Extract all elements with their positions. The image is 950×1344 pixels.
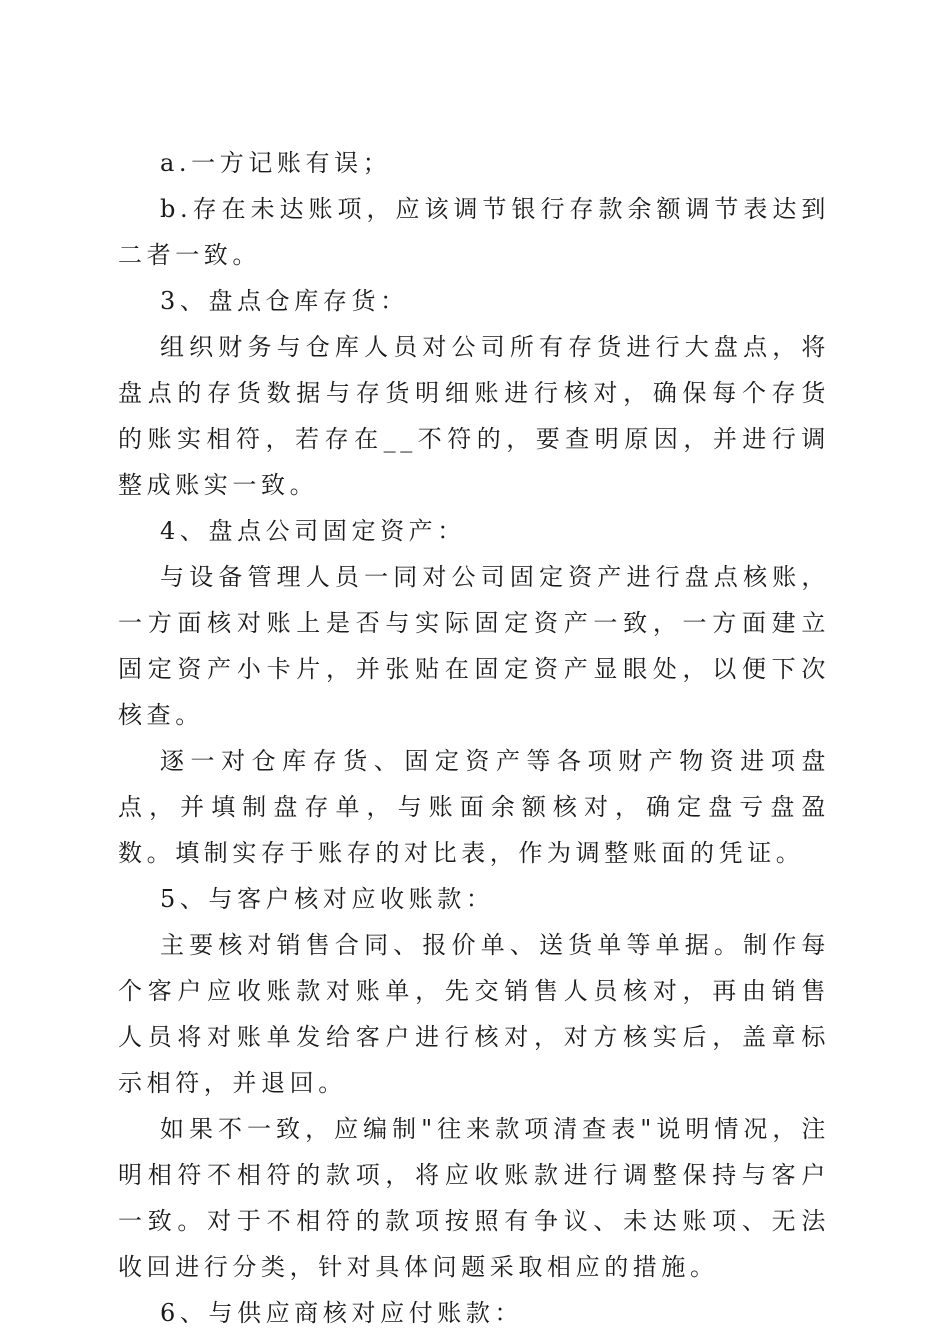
section-heading-6: 6、与供应商核对应付账款： bbox=[160, 1299, 524, 1327]
document-body bbox=[118, 140, 830, 1336]
paragraph-fixed-assets: 与设备管理人员一同对公司固定资产进行盘点核账，一方面核对账上是否与实际固定资产一致，一方面建立固定资产小卡片，并张贴在固定资产显眼处，以便下次核查。 bbox=[118, 563, 830, 729]
paragraph-stocktake: 逐一对仓库存货、固定资产等各项财产物资进项盘点，并填制盘存单，与账面余额核对，确定盘亏盘盈数。填制实存于账存的对比表，作为调整账面的凭证。 bbox=[118, 747, 830, 867]
paragraph-receivables: 主要核对销售合同、报价单、送货单等单据。制作每个客户应收账款对账单，先交销售人员核对，再由销售人员将对账单发给客户进行核对，对方核实后，盖章标示相符，并退回。 bbox=[118, 931, 830, 1097]
paragraph-inventory: 组织财务与仓库人员对公司所有存货进行大盘点，将盘点的存货数据与存货明细账进行核对，确保每个存货的账实相符，若存在__不符的，要查明原因，并进行调整成账实一致。 bbox=[118, 333, 830, 499]
paragraph-discrepancy: 如果不一致，应编制"往来款项清查表"说明情况，注明相符不相符的款项，将应收账款进行调整保持与客户一致。对于不相符的款项按照有争议、未达账项、无法收回进行分类，针对具体问题采取相应的措施。 bbox=[118, 1115, 830, 1281]
paragraph-a: a.一方记账有误； bbox=[160, 149, 392, 177]
paragraph-b: b.存在未达账项，应该调节银行存款余额调节表达到二者一致。 bbox=[118, 195, 830, 269]
section-heading-4: 4、盘点公司固定资产： bbox=[160, 517, 466, 545]
section-heading-3: 3、盘点仓库存货： bbox=[160, 287, 409, 315]
section-heading-5: 5、与客户核对应收账款： bbox=[160, 885, 495, 913]
